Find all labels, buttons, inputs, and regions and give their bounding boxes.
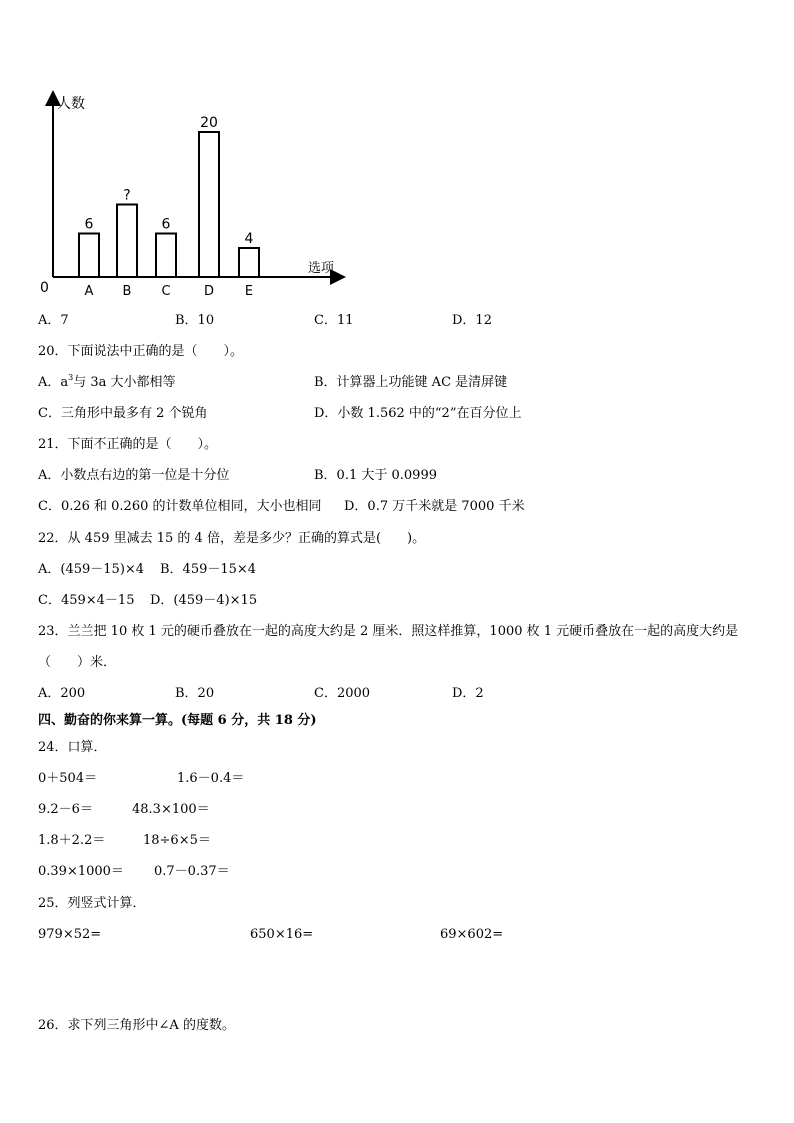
q22-option-b[interactable]: B．459－15×4 xyxy=(160,562,257,577)
y-axis-label: 人数 xyxy=(57,96,85,112)
q23-option-b[interactable]: B．20 xyxy=(175,686,215,701)
origin-label: 0 xyxy=(40,280,49,296)
bar-a xyxy=(79,234,99,278)
q24-item: 1.6－0.4＝ xyxy=(177,771,245,786)
x-tick-label-e: E xyxy=(244,284,254,299)
bar-b xyxy=(117,205,137,278)
q24-item: 48.3×100＝ xyxy=(132,802,210,817)
q25-item: 650×16= xyxy=(250,927,314,942)
q20-option-a[interactable]: A．$a^3$与 3a 大小都相等 xyxy=(38,373,176,390)
q22-option-d[interactable]: D．(459－4)×15 xyxy=(150,593,258,608)
q20-option-c[interactable]: C．三角形中最多有 2 个锐角 xyxy=(38,406,208,421)
bar-d xyxy=(199,132,219,277)
q19-option-c[interactable]: C．11 xyxy=(314,313,354,328)
q25-item: 69×602= xyxy=(440,927,504,942)
q20-option-d[interactable]: D．小数 1.562 中的“2”在百分位上 xyxy=(314,406,522,421)
q22-option-c[interactable]: C．459×4－15 xyxy=(38,593,135,608)
q21-stem: 21．下面不正确的是（ ）。 xyxy=(38,437,218,452)
q21-option-b[interactable]: B．0.1 大于 0.0999 xyxy=(314,468,437,483)
q21-option-a[interactable]: A．小数点右边的第一位是十分位 xyxy=(38,468,230,483)
bar-chart xyxy=(30,88,360,300)
q23-stem-line1: 23．兰兰把 10 枚 1 元的硬币叠放在一起的高度大约是 2 厘米．照这样推算，1000 枚 1 元硬币叠放在一起的高度大约是 xyxy=(38,624,739,639)
q21-option-d[interactable]: D．0.7 万千米就是 7000 千米 xyxy=(344,499,525,514)
q25-stem: 25．列竖式计算． xyxy=(38,896,146,911)
q20-stem: 20．下面说法中正确的是（ ）。 xyxy=(38,344,244,359)
q23-option-d[interactable]: D．2 xyxy=(452,686,484,701)
q24-item: 18÷6×5＝ xyxy=(143,833,211,848)
q24-item: 1.8＋2.2＝ xyxy=(38,833,106,848)
q26-stem: 26．求下列三角形中∠A 的度数。 xyxy=(38,1018,235,1033)
q19-option-a[interactable]: A．7 xyxy=(38,313,69,328)
bar-c xyxy=(156,234,176,278)
data-label-b: ? xyxy=(123,187,131,204)
q19-option-b[interactable]: B．10 xyxy=(175,313,215,328)
q19-option-d[interactable]: D．12 xyxy=(452,313,492,328)
q24-item: 9.2－6＝ xyxy=(38,802,93,817)
q25-item: 979×52= xyxy=(38,927,102,942)
x-axis-label: 选项 xyxy=(308,261,335,276)
q22-option-a[interactable]: A．(459－15)×4 xyxy=(38,562,145,577)
x-tick-label-b: B xyxy=(122,284,132,299)
q23-option-c[interactable]: C．2000 xyxy=(314,686,371,701)
q23-stem-line2: （ ）米． xyxy=(38,655,117,670)
q24-item: 0.7－0.37＝ xyxy=(154,864,230,879)
data-label-d: 20 xyxy=(200,115,218,131)
x-tick-label-c: C xyxy=(161,284,171,299)
q21-option-c[interactable]: C．0.26 和 0.260 的计数单位相同，大小也相同 xyxy=(38,499,322,514)
data-label-e: 4 xyxy=(244,231,254,247)
q24-item: 0.39×1000＝ xyxy=(38,864,124,879)
q22-stem: 22．从 459 里减去 15 的 4 倍，差是多少？正确的算式是( )。 xyxy=(38,531,426,546)
x-tick-label-d: D xyxy=(203,284,215,299)
bar-e xyxy=(239,248,259,277)
section-4-heading: 四、勤奋的你来算一算。(每题 6 分，共 18 分) xyxy=(38,713,317,728)
data-label-a: 6 xyxy=(84,216,94,233)
q23-option-a[interactable]: A．200 xyxy=(38,686,86,701)
x-tick-label-a: A xyxy=(84,284,94,299)
q20-option-b[interactable]: B．计算器上功能键 AC 是清屏键 xyxy=(314,375,508,390)
q24-item: 0＋504＝ xyxy=(38,771,98,786)
data-label-c: 6 xyxy=(161,216,171,233)
q24-stem: 24．口算． xyxy=(38,740,107,755)
